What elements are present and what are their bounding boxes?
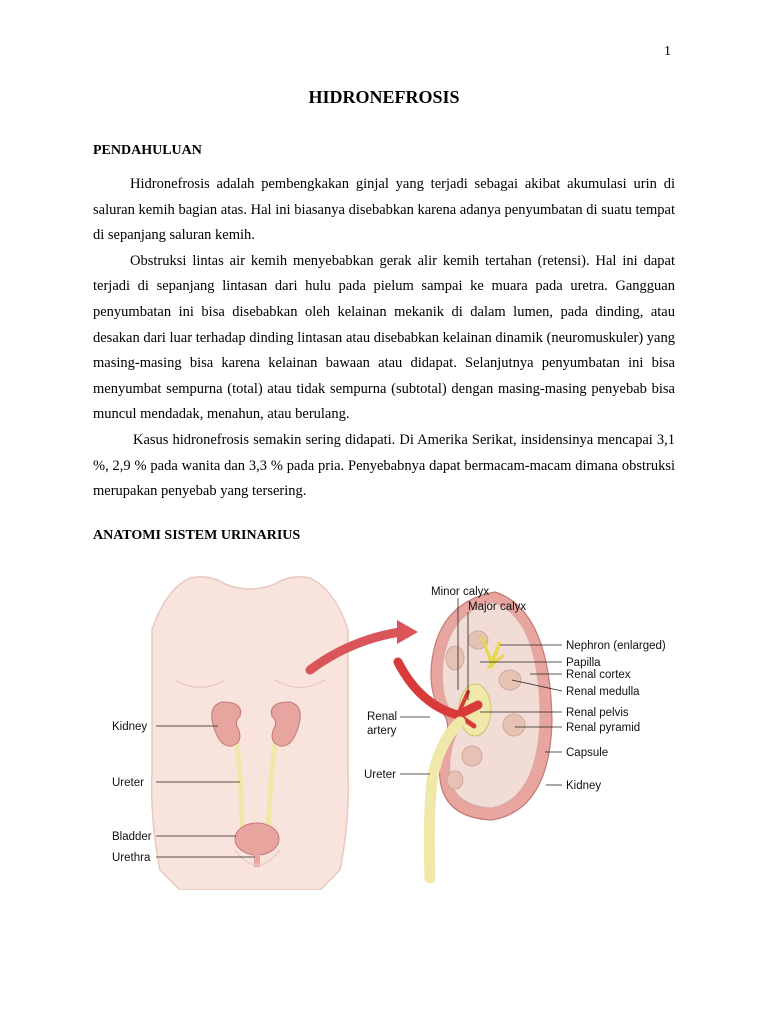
page-number: 1 xyxy=(664,44,671,59)
label-body-bladder: Bladder xyxy=(112,831,152,843)
label-body-kidney: Kidney xyxy=(112,721,148,733)
label-renal-artery-line2: artery xyxy=(367,725,397,737)
paragraph: Obstruksi lintas air kemih menyebabkan gerak alir kemih tertahan (retensi). Hal ini dapat terjadi di sepanjang lintasan dari hulu pada pielum sampai ke muara pada uretra. Gangguan penyumbatan ini bisa disebabkan oleh kelainan mekanik di dalam lumen, pada dinding, atau desakan dari luar terhadap dinding lintasan atau disebabkan kelainan dinamik (neuromuskuler) yang masing-masing bisa karena kelainan bawaan atau didapat. Selanjutnya penyumbatan ini bisa menyumbat sempurna (total) atau tidak sempurna (subtotal) dengan masing-masing penyebab bisa muncul mendadak, menahun, atau berulang. xyxy=(93,252,675,423)
label-renal-pelvis: Renal pelvis xyxy=(566,707,629,719)
label-renal-pyramid: Renal pyramid xyxy=(566,722,641,734)
section-heading-pendahuluan: PENDAHULUAN xyxy=(93,143,202,158)
section-heading-anatomi: ANATOMI SISTEM URINARIUS xyxy=(93,528,301,543)
section-body-pendahuluan xyxy=(93,172,675,505)
paragraph: Kasus hidronefrosis semakin sering didapati. Di Amerika Serikat, insidensinya mencapai 3,1 %, 2,9 % pada wanita dan 3,3 % pada pria. Penyebabnya dapat bermacam-macam dimana obstruksi merupakan penyebab yang tersering. xyxy=(93,431,675,500)
arrow-head xyxy=(397,620,418,644)
label-body-ureter: Ureter xyxy=(112,777,144,789)
label-nephron: Nephron (enlarged) xyxy=(566,640,666,652)
label-renal-cortex: Renal cortex xyxy=(566,669,631,681)
label-minor-calyx: Minor calyx xyxy=(431,586,490,598)
label-capsule: Capsule xyxy=(566,747,609,759)
label-ureter: Ureter xyxy=(364,769,396,781)
label-kidney: Kidney xyxy=(566,780,602,792)
urinary-system-diagram xyxy=(100,570,690,890)
document-title: HIDRONEFROSIS xyxy=(308,87,460,107)
paragraph: Hidronefrosis adalah pembengkakan ginjal yang terjadi sebagai akibat akumulasi urin di saluran kemih bagian atas. Hal ini biasanya disebabkan karena adanya penyumbatan di suatu tempat di sepanjang saluran kemih. xyxy=(93,176,675,244)
label-major-calyx: Major calyx xyxy=(468,601,527,613)
label-papilla: Papilla xyxy=(566,657,601,669)
anatomy-figure xyxy=(100,570,690,890)
label-renal-artery-line1: Renal xyxy=(367,711,398,723)
label-renal-medulla: Renal medulla xyxy=(566,686,640,698)
label-body-urethra: Urethra xyxy=(112,852,151,864)
bladder xyxy=(235,823,279,855)
